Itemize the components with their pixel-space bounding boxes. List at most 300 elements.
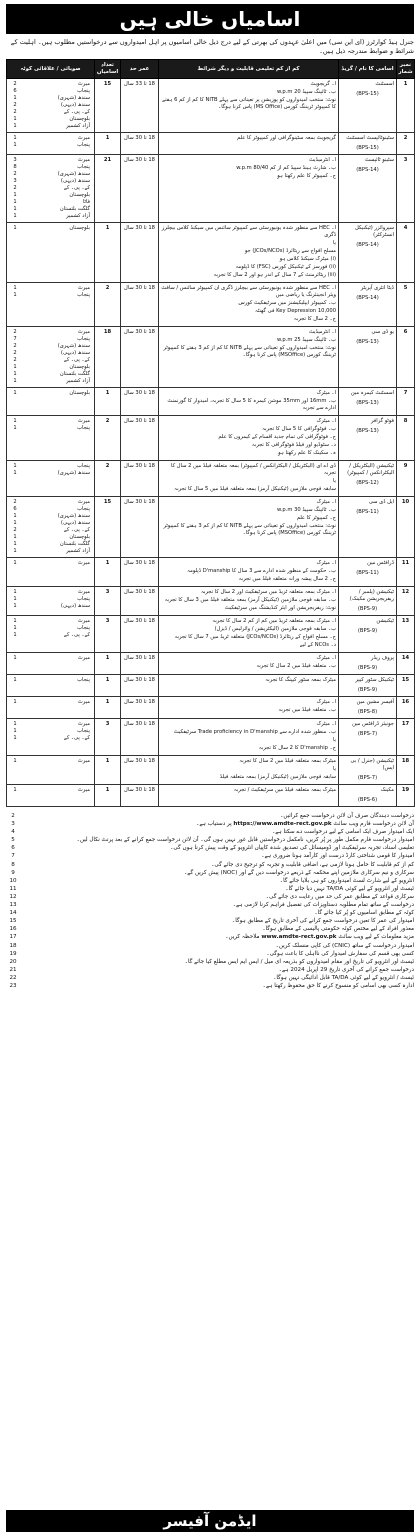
quota-region: میرٹ [77,758,90,764]
total-posts: 21 [95,155,121,223]
instruction-text [20,844,414,852]
quota-count: 1 [13,213,17,219]
quota-entry [9,541,92,548]
quota-count: 2 [13,343,17,349]
header-qualification: کم از کم تعلیمی قابلیت و دیگر شرائط [159,60,339,79]
qualification-line: ب۔ منظور شدہ ادارے سے Trade proficiency in D'manship سرٹیفکیٹ [173,729,336,735]
instruction-text [20,836,414,844]
quota-cell [7,155,95,223]
qualification-line: د۔ سٹوڈیو اور فیلڈ فوٹوگرافی کا تجربہ [251,442,336,448]
post-grade: (BPS-13) [356,400,379,406]
instruction-text [20,885,414,893]
quota-region: کے۔ پی۔ کے [63,632,90,638]
post-name: یو ڈی سی [371,329,394,335]
instructions-list [6,812,414,990]
quota-region: آزاد کشمیر [66,548,90,554]
qualification-line: ڈی اے ای (الیکٹریکل / الیکٹرانکس / کمپیوٹر) بمعہ متعلقہ فیلڈ میں 2 سال کا تجربہ [171,463,336,476]
quota-count: 2 [13,350,17,356]
row-number: 18 [397,756,415,785]
instruction-body: ٹیسٹ / انٹرویو کے لیے کوئی TA/DA قابل ادائیگی نہیں ہوگا۔ [273,974,414,981]
quota-entry [9,735,92,742]
qualification-cell [159,416,339,461]
instruction-tail: ملاحظہ کریں۔ [225,934,260,941]
instruction-text [20,828,414,836]
quota-count: 1 [13,425,17,431]
instruction-body: سرکاری قواعد کے مطابق عمر کی حد میں رعایت دی جائے گی۔ [265,893,414,900]
row-number: 1 [397,79,415,133]
quota-count: 3 [13,157,17,163]
post-grade: (BPS-9) [357,628,378,634]
instruction-text [20,966,414,974]
post-grade: (BPS-9) [357,665,378,671]
instruction-item [6,885,414,893]
age-limit: 18 تا 30 سال [121,653,159,675]
instruction-text [20,877,414,885]
quota-region: بلوچستان [69,116,90,122]
total-posts: 1 [95,675,121,697]
quota-cell [7,675,95,697]
instruction-text [20,950,414,958]
post-name-cell [339,558,397,587]
quota-cell [7,327,95,388]
instruction-text [20,958,414,966]
quota-cell [7,461,95,497]
instruction-item [6,917,414,925]
header-quota: صوبائی / علاقائی کوٹہ [7,60,95,79]
quota-count: 1 [13,548,17,554]
post-grade: (BPS-14) [356,295,379,301]
table-row [7,785,415,807]
table-row [7,133,415,155]
quota-region: پنجاب [77,677,90,683]
website-link[interactable]: www.amdte-rect.gov.pk [261,934,337,941]
qualification-line: ا۔ میٹرک [316,499,336,505]
instruction-text [20,869,414,877]
row-number: 8 [397,416,415,461]
quota-entry [9,589,92,596]
qualification-line: سابقہ فوجی ملازمین (ٹیکنیکل آرمز) بمعہ متعلقہ فیلڈ [219,774,336,780]
vacancy-table-body [7,79,415,807]
quota-count: 1 [13,721,17,727]
total-posts: 15 [95,497,121,558]
total-posts: 1 [95,697,121,719]
age-limit: 18 تا 30 سال [121,719,159,756]
post-name-cell [339,461,397,497]
quota-entry [9,157,92,164]
post-name-cell [339,327,397,388]
age-limit: 18 تا 30 سال [121,223,159,283]
total-posts: 1 [95,653,121,675]
instruction-number: 17 [9,934,17,941]
quota-region: کے۔ پی۔ کے [63,357,90,363]
post-name: ٹیکنیشن (الیکٹریکل / الیکٹرانکس / کمپیوٹر) [347,463,394,476]
total-posts: 2 [95,416,121,461]
total-posts: 2 [95,461,121,497]
quota-count: 1 [13,192,17,198]
qualification-cell [159,133,339,155]
age-limit: 18 تا 30 سال [121,416,159,461]
quota-region: کے۔ پی۔ کے [63,735,90,741]
age-limit: 18 تا 30 سال [121,785,159,807]
instruction-tail: پر دستیاب ہے۔ [196,821,232,828]
row-number: 2 [397,133,415,155]
quota-entry [9,357,92,364]
quota-count: 1 [13,292,17,298]
qualification-line: ج۔ 2 سال پیشہ ورانہ متعلقہ فیلڈ میں تجربہ [238,576,336,582]
instruction-number: 16 [9,926,17,933]
instruction-number: 11 [9,885,17,892]
instruction-item [6,909,414,917]
quota-count: 1 [13,735,17,741]
quota-entry [9,225,92,232]
table-row [7,675,415,697]
quota-region: آزاد کشمیر [66,123,90,129]
quota-region: پنجاب [77,88,90,94]
instruction-number: 7 [11,853,15,860]
qualification-cell [159,155,339,223]
quota-entry [9,185,92,192]
instruction-text [20,933,414,941]
total-posts: 15 [95,79,121,133]
row-number: 7 [397,388,415,416]
instruction-body: کسی بھی قسم کی سفارش امیدوار کی نااہلی کا باعث ہوگی۔ [266,950,414,957]
instruction-item [6,942,414,950]
post-name: سٹینو ٹائپسٹ [364,157,394,163]
quota-cell [7,653,95,675]
quota-entry [9,142,92,149]
qualification-line: ب۔ فوٹوگرافی کا 5 سال کا تجربہ [262,426,336,432]
post-grade: (BPS-13) [356,428,379,434]
age-limit: 18 تا 30 سال [121,616,159,653]
quota-count: 1 [13,95,17,101]
instruction-text [20,861,414,869]
qualification-cell [159,223,339,283]
instruction-number: 21 [9,966,17,973]
instruction-body: امیدوار درخواست فارم مکمل طور پر پُر کریں، نامکمل درخواستیں قابل غور نہیں ہوں گی۔ آن لائن درخواست جمع کرانے کے بعد پرنٹ نکال لیں۔ [76,837,414,844]
total-posts: 3 [95,587,121,616]
qualification-cell [159,283,339,327]
total-posts: 1 [95,133,121,155]
row-number: 9 [397,461,415,497]
instruction-body: کم از کم قابلیت کا حامل ہونا لازمی ہے، اضافی قابلیت و تجربہ کو ترجیح دی جائے گی۔ [211,861,414,868]
quota-entry [9,513,92,520]
quota-region: میرٹ [77,560,90,566]
quota-entry [9,178,92,185]
quota-count: 6 [13,506,17,512]
post-name: ٹیکنیشن (پلمبر / ریفریجریشن مکینک) [349,589,394,602]
quota-count: 1 [13,677,17,683]
post-grade: (BPS-12) [356,480,379,486]
instruction-item [6,869,414,877]
quota-entry [9,329,92,336]
quota-entry [9,81,92,88]
quota-entry [9,787,92,794]
quota-region: فاٹا [82,199,90,205]
quota-cell [7,79,95,133]
quota-entry [9,758,92,765]
quota-region: بلوچستان [69,225,90,231]
quota-count: 1 [13,655,17,661]
qualification-cell [159,675,339,697]
quota-region: میرٹ [77,499,90,505]
quota-region: میرٹ [77,135,90,141]
qualification-line: ب۔ ٹائپنگ سپیڈ 25 w.p.m [277,337,336,343]
post-grade: (BPS-7) [357,731,378,737]
table-row [7,461,415,497]
quota-entry [9,95,92,102]
quota-region: پنجاب [77,425,90,431]
post-name: سپروائزر (ٹیکنیکل انسٹرکٹر) [354,225,394,238]
qualification-line: ا۔ گریجویٹ [310,81,336,87]
post-name: فوٹو گرافر [370,418,394,424]
row-number: 14 [397,653,415,675]
instruction-item [6,901,414,909]
instruction-item [6,933,414,941]
quota-entry [9,499,92,506]
quota-entry [9,534,92,541]
qualification-line: ب۔ کمپیوٹر ایپلیکیشنز میں سرٹیفکیٹ کورس [238,300,336,306]
instruction-body: امیدوار کی عمر کا تعین درخواست جمع کرانے کی آخری تاریخ کے مطابق ہوگا۔ [231,918,414,925]
quota-region: میرٹ [77,787,90,793]
table-row [7,616,415,653]
quota-count: 6 [13,88,17,94]
quota-region: پنجاب [77,625,90,631]
quota-region: میرٹ [77,655,90,661]
quota-count: 1 [13,560,17,566]
quota-cell [7,283,95,327]
quota-cell [7,388,95,416]
quota-region: بلوچستان [69,364,90,370]
table-row [7,697,415,719]
quota-cell [7,133,95,155]
quota-count: 1 [13,470,17,476]
quota-region: پنجاب [77,463,90,469]
quota-region: میرٹ [77,721,90,727]
row-number: 10 [397,497,415,558]
website-link[interactable]: https://www.amdte-rect.gov.pk [233,821,332,828]
post-name: مکینک [380,787,394,793]
qualification-line: ا۔ میٹرک [316,699,336,705]
post-name-cell [339,587,397,616]
quota-count: 1 [13,123,17,129]
quota-region: میرٹ [77,699,90,705]
instruction-body: سرکاری و نیم سرکاری ملازمین اپنے محکمہ کے ذریعے درخواست دیں گے اور (NOC) پیش کریں گے۔ [184,869,414,876]
quota-region: سندھ (شہری) [57,343,90,349]
qualification-line: ج۔ فوٹوگرافی کی تمام جدید اقسام کے کیمروں کا علم [218,434,336,440]
table-row [7,719,415,756]
quota-count: 1 [13,116,17,122]
quota-entry [9,88,92,95]
instruction-number: 22 [9,974,17,981]
post-name: اسسٹنٹ کیمرہ مین [350,390,394,396]
qualification-line: ا۔ میٹرک بمعہ متعلقہ ٹریڈ میں سرٹیفکیٹ اور 2 سال کا تجربہ [200,589,336,595]
qualification-cell [159,587,339,616]
row-number: 5 [397,283,415,327]
post-name: ٹیکنیشن [376,618,394,624]
quota-entry [9,548,92,555]
qualification-cell [159,719,339,756]
age-limit: 18 تا 30 سال [121,558,159,587]
instruction-number: 5 [11,837,15,844]
quota-region: میرٹ [77,589,90,595]
header-no: نمبر شمار [397,60,415,79]
post-grade: (BPS-9) [357,606,378,612]
qualification-line: نوٹ: منتخب امیدواروں کو تعیناتی سے پہلے NITB کا کم از کم 3 ہفتے کا کمپیوٹر ٹریننگ کورس (MSOffice) پاس کرنا ہوگا۔ [163,345,336,358]
table-row [7,558,415,587]
quota-count: 1 [13,534,17,540]
instruction-body: امیدوار درخواست کے ساتھ (CNIC) کی کاپی منسلک کریں۔ [275,942,414,949]
age-limit: 18 تا 33 سال [121,79,159,133]
post-grade: (BPS-15) [356,91,379,97]
instruction-body: معذور افراد کے لیے مختص کوٹہ حکومتی پالیسی کے مطابق ہوگا۔ [262,926,414,933]
quota-entry [9,463,92,470]
quota-entry [9,123,92,130]
quota-count: 2 [13,185,17,191]
row-number: 13 [397,616,415,653]
post-name: سٹینوٹائپسٹ اسسٹنٹ [346,135,394,141]
intro-text: جنرل ہیڈ کوارٹرز (ای این سی) میں اعلیٰ عہدوں کی بھرتی کے لیے درج ذیل خالی اسامیوں پر اہل امیدواروں سے درخواستیں مطلوب ہیں۔ اہلیت کے شرائط و ضوابط مندرجہ ذیل ہیں۔ [10,38,414,55]
quota-region: پنجاب [77,292,90,298]
quota-count: 1 [13,463,17,469]
quota-count: 1 [13,285,17,291]
header-total: تعداد اسامیاں [95,60,121,79]
qualification-line: میٹرک بمعہ متعلقہ فیلڈ میں سرٹیفکیٹ / تجربہ [233,787,336,793]
total-posts: 2 [95,283,121,327]
post-name-cell [339,416,397,461]
quota-count: 1 [13,541,17,547]
instruction-item [6,925,414,933]
instruction-number: 2 [11,813,15,819]
quota-entry [9,378,92,385]
table-row [7,416,415,461]
qualification-cell [159,756,339,785]
quota-count: 1 [13,603,17,609]
quota-count: 2 [13,329,17,335]
quota-entry [9,199,92,206]
instruction-text [20,974,414,982]
quota-count: 1 [13,199,17,205]
age-limit: 18 تا 30 سال [121,756,159,785]
age-limit: 18 تا 30 سال [121,327,159,388]
post-name-cell [339,653,397,675]
quota-count: 1 [13,699,17,705]
post-name: ڈرافٹس مین [367,560,394,566]
instruction-item [6,974,414,982]
qualification-line: ج۔ کمپیوٹر کا علم رکھتا ہو [277,173,336,179]
post-name-cell [339,719,397,756]
quota-region: بلوچستان [69,390,90,396]
instruction-text [20,820,414,828]
quota-entry [9,632,92,639]
total-posts: 3 [95,616,121,653]
qualification-line: ا۔ انٹرمیڈیٹ [308,157,336,163]
row-number: 12 [397,587,415,616]
post-name: ایل ڈی سی [368,499,394,505]
quota-count: 3 [13,178,17,184]
qualification-line: ا۔ HEC سے منظور شدہ یونیورسٹی سے کمپیوٹر سائنس میں سیکنڈ کلاس بیچلرز ڈگری [161,225,336,238]
qualification-line: ا۔ میٹرک [316,721,336,727]
qualification-line: ا۔ میٹرک [316,390,336,396]
quota-cell [7,223,95,283]
qualification-line: یا [332,240,336,246]
qualification-line: د۔ NCOs کے لیے [299,642,336,648]
quota-entry [9,527,92,534]
instruction-body: درخواست جمع کرانے کی آخری تاریخ 29 اپریل 2024 ہے۔ [278,966,414,973]
instruction-body: درخواست دہندگان صرف آن لائن درخواست جمع کرائیں۔ [280,813,414,819]
row-number: 17 [397,719,415,756]
table-row [7,283,415,327]
quota-entry [9,371,92,378]
table-row [7,327,415,388]
quota-count: 1 [13,390,17,396]
header-age: عمر حد [121,60,159,79]
qualification-line: (i) میٹرک سیکنڈ کلاس ہو [279,256,336,262]
post-name: جونیئر ڈرافٹس مین [352,721,394,727]
quota-region: پنجاب [77,506,90,512]
qualification-line: ج۔ مسلح افواج کے ریٹائرڈ (JCOs/NCOs) متعلقہ ٹریڈ میں 7 سال کا تجربہ [174,634,336,640]
quota-entry [9,206,92,213]
qualification-line: ج۔ کمپیوٹر کا علم [296,515,336,521]
instruction-item [6,893,414,901]
vacancy-table [6,59,415,807]
quota-cell [7,616,95,653]
instruction-body: ٹیسٹ اور انٹرویو کی تاریخ اور مقام امیدواروں کو بذریعہ ای میل / ایس ایم ایس مطلع کیا جائے گا۔ [184,958,414,965]
age-limit: 18 تا 30 سال [121,675,159,697]
quota-count: 1 [13,596,17,602]
quota-cell [7,497,95,558]
table-row [7,155,415,223]
total-posts: 1 [95,223,121,283]
instruction-item [6,958,414,966]
qualification-line: ب۔ سابقہ فوجی ملازمین (الیکٹریشن / وائرلیس / ڈیزل) [214,626,336,632]
quota-entry [9,292,92,299]
quota-region: سندھ (دیہی) [60,520,90,526]
instruction-number: 8 [11,861,15,868]
quota-entry [9,171,92,178]
qualification-cell [159,558,339,587]
quota-region: پنجاب [77,728,90,734]
qualification-cell [159,653,339,675]
quota-count: 1 [13,513,17,519]
quota-entry [9,350,92,357]
quota-count: 1 [13,625,17,631]
age-limit: 18 تا 30 سال [121,461,159,497]
post-name: ٹیکنیکل سٹور کیپر [355,677,394,683]
quota-entry [9,109,92,116]
total-posts: 1 [95,388,121,416]
quota-region: گلگت بلتستان [59,206,90,212]
instruction-body: ادارہ کسی بھی اسامی کو منسوخ کرنے کا حق محفوظ رکھتا ہے۔ [262,982,414,989]
table-row [7,79,415,133]
quota-count: 2 [13,171,17,177]
instruction-number: 19 [9,950,17,957]
quota-cell [7,587,95,616]
table-row [7,388,415,416]
table-row [7,223,415,283]
quota-entry [9,603,92,610]
quota-region: پنجاب [77,596,90,602]
post-name-cell [339,785,397,807]
quota-region: میرٹ [77,81,90,87]
qualification-line: (iii) ریٹائرمنٹ کے 7 سال کے اندر ہو اور 2 سال کا تجربہ [213,272,336,278]
qualification-line: گریجویٹ بمعہ سٹینوگرافی اور کمپیوٹر کا علم [237,135,336,141]
quota-region: پنجاب [77,336,90,342]
quota-entry [9,728,92,735]
age-limit: 18 تا 30 سال [121,587,159,616]
quota-count: 1 [13,364,17,370]
qualification-line: یا [332,737,336,743]
quota-entry [9,596,92,603]
